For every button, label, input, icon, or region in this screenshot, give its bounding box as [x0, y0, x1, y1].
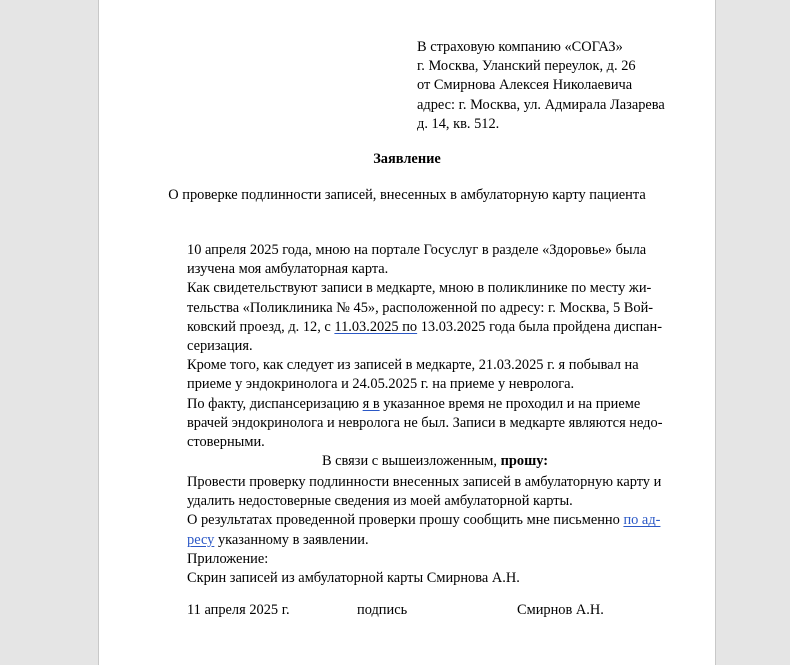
attachment-item: Скрин записей из амбулаторной карты Смирнова А.Н. [187, 570, 520, 587]
body-text-segment: По факту, диспансеризацию [187, 395, 363, 412]
body-text-segment: указанное время не проходил и на приеме [379, 395, 641, 412]
body-text-segment: 13.03.2025 года была пройдена диспан- [417, 318, 663, 335]
request-line: удалить недостоверные сведения из моей амбулаторной карты. [187, 493, 573, 510]
addressee-line-applicant-address-2: д. 14, кв. 512. [417, 115, 500, 132]
addressee-line-applicant-address: адрес: г. Москва, ул. Адмирала Лазарева [417, 96, 665, 113]
body-line: врачей эндокринолога и невролога не был. Записи в медкарте являются недо- [187, 414, 663, 431]
body-line: изучена моя амбулаторная карта. [187, 261, 389, 278]
document-page [98, 0, 716, 665]
signature-name: Смирнов А.Н. [517, 602, 604, 618]
request-line-with-link [187, 531, 683, 550]
addressee-block [417, 38, 707, 134]
request-text-segment: О результатах проведенной проверки прошу сообщить мне письменно [187, 512, 624, 529]
request-block [187, 473, 683, 588]
request-intro-emphasis: прошу: [500, 453, 549, 470]
signature-row [187, 601, 683, 620]
signature-placeholder-label: подпись [357, 602, 408, 618]
document-page-content [99, 0, 715, 665]
body-line-with-underline [187, 395, 683, 414]
request-intro-text: В связи с вышеизложенным, [321, 453, 501, 470]
request-line-with-link [187, 511, 683, 530]
address-link-part-1[interactable]: по ад- [623, 512, 661, 529]
body-line: 10 апреля 2025 года, мною на портале Госуслуг в разделе «Здоровье» была [187, 242, 647, 258]
body-line-with-underline [187, 318, 683, 337]
addressee-line-applicant: от Смирнова Алексея Николаевича [417, 77, 633, 94]
body-line: Как свидетельствуют записи в медкарте, мною в поликлинике по месту жи- [187, 280, 652, 297]
request-line: Провести проверку подлинности внесенных записей в амбулаторную карту и [187, 474, 662, 490]
body-line: стоверными. [187, 434, 265, 451]
body-line: серизация. [187, 338, 253, 355]
body-line: Кроме того, как следует из записей в медкарте, 21.03.2025 г. я побывал на [187, 357, 639, 374]
underlined-date-range: 11.03.2025 по [334, 318, 418, 335]
request-text-segment: указанному в заявлении. [214, 531, 369, 548]
body-text-segment: ковский проезд, д. 12, с [187, 318, 335, 335]
body-line: приеме у эндокринолога и 24.05.2025 г. на приеме у невролога. [187, 376, 575, 393]
document-title: Заявление [373, 151, 441, 167]
underlined-pronoun: я в [362, 395, 380, 412]
document-body [187, 241, 683, 471]
attachment-label: Приложение: [187, 550, 269, 567]
signature-date: 11 апреля 2025 г. [187, 602, 290, 618]
addressee-line-company: В страховую компанию «СОГАЗ» [417, 39, 623, 55]
document-subtitle: О проверке подлинности записей, внесенных в амбулаторную карту пациента [168, 187, 646, 203]
body-line: тельства «Поликлиника № 45», расположенной по адресу: г. Москва, 5 Вой- [187, 299, 654, 316]
request-intro-line [187, 452, 683, 471]
addressee-line-company-address: г. Москва, Уланский переулок, д. 26 [417, 58, 636, 75]
address-link-part-2[interactable]: ресу [187, 531, 215, 548]
